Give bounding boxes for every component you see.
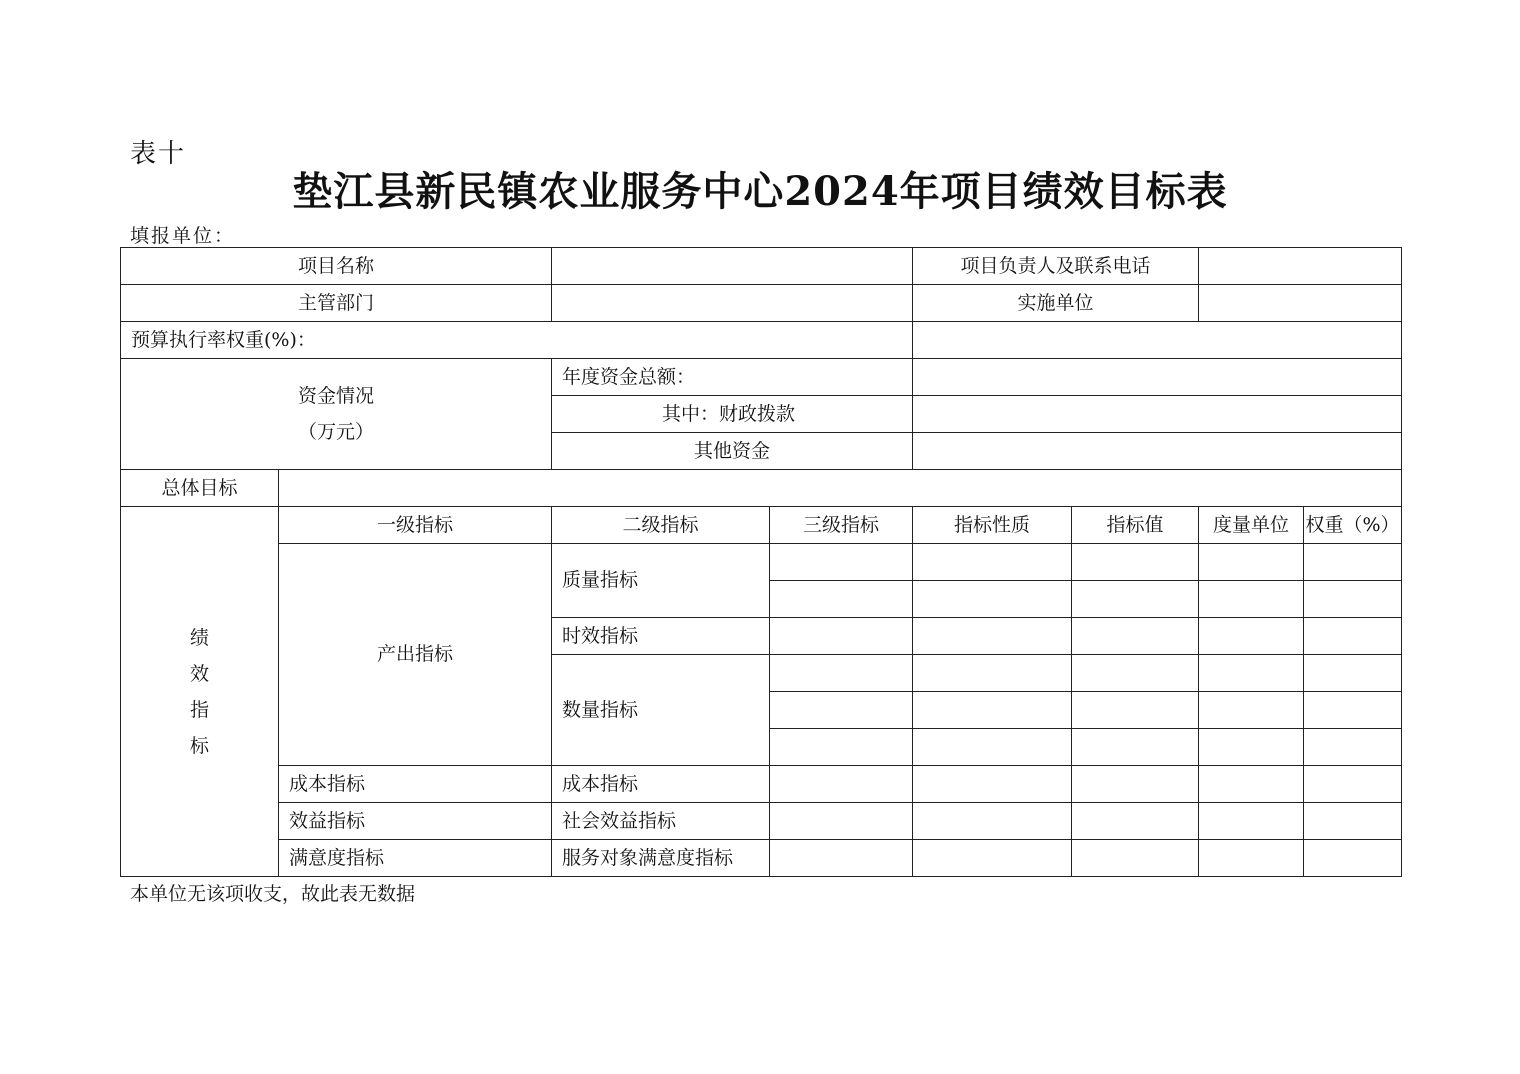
cell-empty[interactable]	[1072, 655, 1199, 692]
row-satisfaction	[121, 840, 1402, 877]
section-char: 绩	[189, 626, 209, 649]
implementer-label: 实施单位	[913, 285, 1199, 322]
header-level1: 一级指标	[279, 507, 552, 544]
cell-empty[interactable]	[913, 840, 1072, 877]
cell-empty[interactable]	[770, 766, 913, 803]
cell-empty[interactable]	[1199, 803, 1304, 840]
annual-total-value[interactable]	[913, 359, 1402, 396]
performance-target-table	[120, 247, 1402, 877]
header-nature: 指标性质	[913, 507, 1072, 544]
cell-empty[interactable]	[913, 729, 1072, 766]
performance-indicators-label	[121, 507, 279, 877]
cell-empty[interactable]	[1072, 766, 1199, 803]
row-project-name	[121, 248, 1402, 285]
cell-empty[interactable]	[1072, 803, 1199, 840]
cell-empty[interactable]	[770, 692, 913, 729]
quantity-indicator-label: 数量指标	[552, 655, 770, 766]
fiscal-label: 其中：财政拨款	[552, 396, 913, 433]
satisfaction-level2-label: 服务对象满意度指标	[552, 840, 770, 877]
table-label: 表十	[130, 139, 187, 169]
fiscal-value[interactable]	[913, 396, 1402, 433]
cell-empty[interactable]	[1072, 544, 1199, 581]
cell-empty[interactable]	[1304, 655, 1402, 692]
cell-empty[interactable]	[913, 766, 1072, 803]
cell-empty[interactable]	[1199, 729, 1304, 766]
header-unit: 度量单位	[1199, 507, 1304, 544]
cell-empty[interactable]	[913, 692, 1072, 729]
section-char: 效	[189, 662, 209, 685]
other-funds-label: 其他资金	[552, 433, 913, 470]
cell-empty[interactable]	[1304, 840, 1402, 877]
header-level3: 三级指标	[770, 507, 913, 544]
funds-label-line2: （万元）	[298, 421, 375, 443]
cell-empty[interactable]	[1304, 618, 1402, 655]
cell-empty[interactable]	[913, 803, 1072, 840]
annual-total-label: 年度资金总额：	[552, 359, 913, 396]
timeliness-indicator-label: 时效指标	[552, 618, 770, 655]
manager-value[interactable]	[1199, 248, 1402, 285]
cell-empty[interactable]	[1072, 840, 1199, 877]
cell-empty[interactable]	[770, 803, 913, 840]
row-quality-1	[121, 544, 1402, 581]
cell-empty[interactable]	[770, 729, 913, 766]
overall-goal-value[interactable]	[279, 470, 1402, 507]
header-value: 指标值	[1072, 507, 1199, 544]
header-weight: 权重（%）	[1304, 507, 1402, 544]
quality-indicator-label: 质量指标	[552, 544, 770, 618]
cell-empty[interactable]	[1072, 692, 1199, 729]
benefit-level2-label: 社会效益指标	[552, 803, 770, 840]
cell-empty[interactable]	[770, 544, 913, 581]
row-annual-total	[121, 359, 1402, 396]
cell-empty[interactable]	[913, 655, 1072, 692]
cell-empty[interactable]	[770, 581, 913, 618]
cell-empty[interactable]	[1304, 766, 1402, 803]
cell-empty[interactable]	[1304, 544, 1402, 581]
funds-label-line1: 资金情况	[298, 385, 375, 407]
department-value[interactable]	[552, 285, 913, 322]
project-name-value[interactable]	[552, 248, 913, 285]
budget-rate-label: 预算执行率权重(%)：	[121, 322, 913, 359]
cost-level2-label: 成本指标	[552, 766, 770, 803]
row-benefit	[121, 803, 1402, 840]
fill-unit-label: 填报单位：	[130, 225, 236, 247]
cell-empty[interactable]	[913, 544, 1072, 581]
cell-empty[interactable]	[770, 840, 913, 877]
funds-label	[121, 359, 552, 470]
cell-empty[interactable]	[1304, 581, 1402, 618]
output-indicator-label: 产出指标	[279, 544, 552, 766]
project-name-label: 项目名称	[121, 248, 552, 285]
satisfaction-level1-label: 满意度指标	[279, 840, 552, 877]
cell-empty[interactable]	[770, 618, 913, 655]
cell-empty[interactable]	[1199, 581, 1304, 618]
section-char: 标	[189, 734, 209, 757]
cell-empty[interactable]	[1199, 544, 1304, 581]
manager-label: 项目负责人及联系电话	[913, 248, 1199, 285]
benefit-level1-label: 效益指标	[279, 803, 552, 840]
section-char: 指	[189, 698, 209, 721]
cell-empty[interactable]	[913, 618, 1072, 655]
row-overall-goal	[121, 470, 1402, 507]
budget-rate-value[interactable]	[913, 322, 1402, 359]
row-cost	[121, 766, 1402, 803]
cell-empty[interactable]	[1304, 803, 1402, 840]
overall-goal-label: 总体目标	[121, 470, 279, 507]
cell-empty[interactable]	[1304, 729, 1402, 766]
row-department	[121, 285, 1402, 322]
cell-empty[interactable]	[1199, 692, 1304, 729]
cell-empty[interactable]	[1072, 729, 1199, 766]
header-level2: 二级指标	[552, 507, 770, 544]
cell-empty[interactable]	[1072, 581, 1199, 618]
document-title: 垫江县新民镇农业服务中心2024年项目绩效目标表	[292, 168, 1228, 215]
cell-empty[interactable]	[1199, 655, 1304, 692]
cell-empty[interactable]	[770, 655, 913, 692]
department-label: 主管部门	[121, 285, 552, 322]
cell-empty[interactable]	[1199, 840, 1304, 877]
footer-note: 本单位无该项收支，故此表无数据	[130, 883, 416, 905]
row-indicator-headers	[121, 507, 1402, 544]
cell-empty[interactable]	[1199, 766, 1304, 803]
cell-empty[interactable]	[913, 581, 1072, 618]
cost-level1-label: 成本指标	[279, 766, 552, 803]
cell-empty[interactable]	[1072, 618, 1199, 655]
cell-empty[interactable]	[1304, 692, 1402, 729]
implementer-value[interactable]	[1199, 285, 1402, 322]
cell-empty[interactable]	[1199, 618, 1304, 655]
other-funds-value[interactable]	[913, 433, 1402, 470]
row-budget-rate	[121, 322, 1402, 359]
